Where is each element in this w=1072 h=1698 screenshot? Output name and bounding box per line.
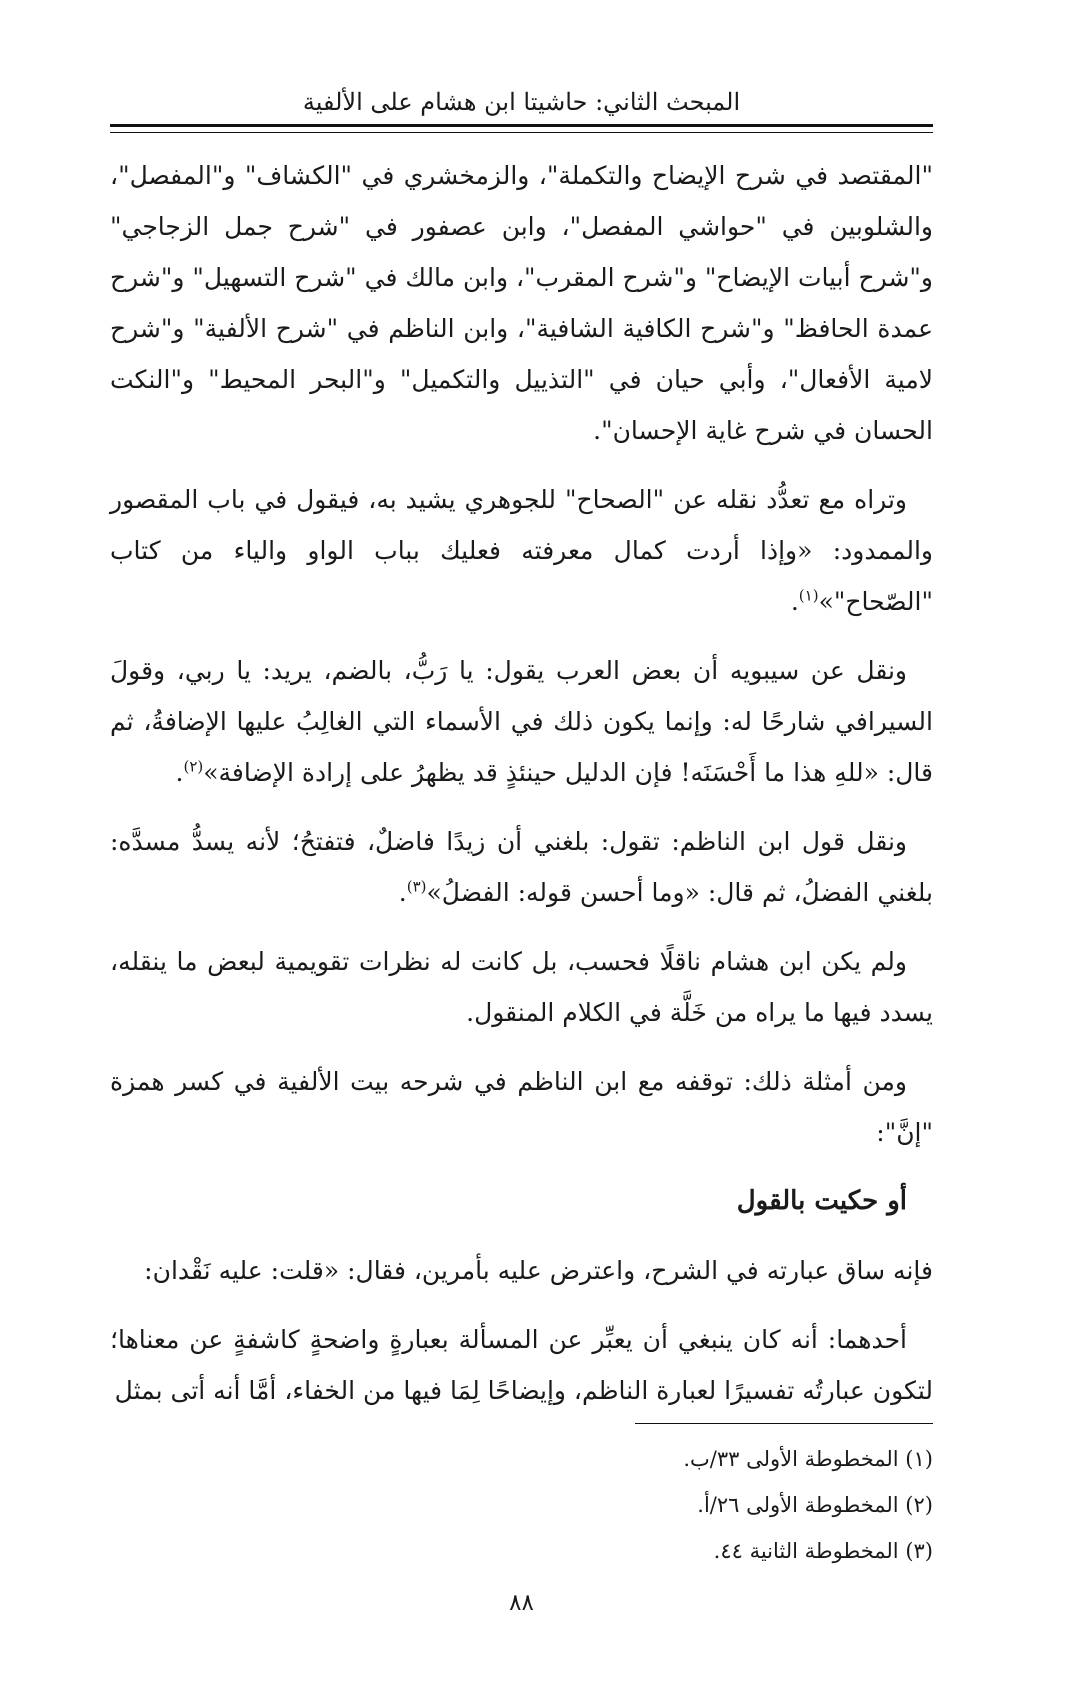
document-page <box>110 0 933 1698</box>
footnote-rule <box>635 1423 933 1424</box>
paragraph-text: ولم يكن ابن هشام ناقلًا فحسب، بل كانت له نظرات تقويمية لبعض ما ينقله، يسدد فيها ما يراه من خَلَّة في الكلام المنقول. <box>110 947 933 1027</box>
footnote: (١) المخطوطة الأولى ٣٣/ب. <box>683 1447 933 1471</box>
verse-quote: أو حكيت بالقول <box>736 1186 907 1216</box>
footnote: (٢) المخطوطة الأولى ٢٦/أ. <box>697 1493 933 1517</box>
footnotes <box>110 1436 933 1574</box>
paragraph-text: ومن أمثلة ذلك: توقفه مع ابن الناظم في شرحه بيت الألفية في كسر همزة "إنَّ": <box>110 1067 933 1147</box>
paragraph-text: ونقل قول ابن الناظم: تقول: بلغني أن زيدًا فاضلٌ، فتفتحُ؛ لأنه يسدُّ مسدَّه: بلغني الفضلُ، ثم قال: «وما أحسن قوله: الفضلُ» <box>110 827 933 907</box>
paragraph <box>110 936 933 1038</box>
page-number: ٨٨ <box>509 1590 534 1616</box>
paragraph-text: وتراه مع تعدُّد نقله عن "الصحاح" للجوهري يشيد به، فيقول في باب المقصور والممدود: «وإذا أردت كمال معرفته فعليك بباب الواو والياء من كتاب "الصّحاح"» <box>110 485 933 616</box>
header-rule <box>110 124 933 127</box>
paragraph: أحدهما: أنه كان ينبغي أن يعبِّر عن المسألة بعبارةٍ واضحةٍ كاشفةٍ عن معناها؛ لتكون عبارتُه تفسيرًا لعبارة الناظم، وإيضاحًا لِمَا فيها من الخفاء، أمَّا أنه أتى بمثل <box>110 1325 933 1405</box>
sentence-end: . <box>398 878 407 907</box>
footnote-marker: (١) <box>798 586 819 605</box>
paragraph: فإنه ساق عبارته في الشرح، واعترض عليه بأمرين، فقال: «قلت: عليه نَقْدان: <box>144 1256 933 1285</box>
running-header: المبحث الثاني: حاشيتا ابن هشام على الألفية <box>302 88 741 116</box>
paragraph <box>110 150 933 456</box>
main-text <box>110 150 933 1434</box>
footnote-marker: (٣) <box>406 877 427 896</box>
paragraph-text: "المقتصد في شرح الإيضاح والتكملة"، والزمخشري في "الكشاف" و"المفصل"، والشلوبين في "حواشي المفصل"، وابن عصفور في "شرح جمل الزجاجي" و"شرح أبيات الإيضاح" و"شرح المقرب"، وابن مالك في "شرح التسهيل" و"شرح عمدة الحافظ" و"شرح الكافية الشافية"، وابن الناظم في "شرح الألفية" و"شرح لامية الأفعال"، وأبي حيان في "التذييل والتكميل" و"البحر المحيط" و"النكت الحسان في شرح غاية الإحسان". <box>110 161 933 445</box>
footnote: (٣) المخطوطة الثانية ٤٤. <box>713 1539 933 1563</box>
paragraph <box>110 1056 933 1158</box>
sentence-end: . <box>175 758 184 787</box>
header-rule-thin <box>110 132 933 133</box>
paragraph <box>110 474 933 627</box>
paragraph <box>110 645 933 798</box>
paragraph-text: ونقل عن سيبويه أن بعض العرب يقول: يا رَبُّ، بالضم، يريد: يا ربي، وقولَ السيرافي شارحًا له: وإنما يكون ذلك في الأسماء التي الغالِبُ عليها الإضافةُ، ثم قال: «للهِ هذا ما أَحْسَنَه! فإن الدليل حينئذٍ قد يظهرُ على إرادة الإضافة» <box>110 656 933 787</box>
paragraph <box>110 816 933 918</box>
footnote-marker: (٢) <box>183 757 204 776</box>
sentence-end: . <box>790 587 799 616</box>
